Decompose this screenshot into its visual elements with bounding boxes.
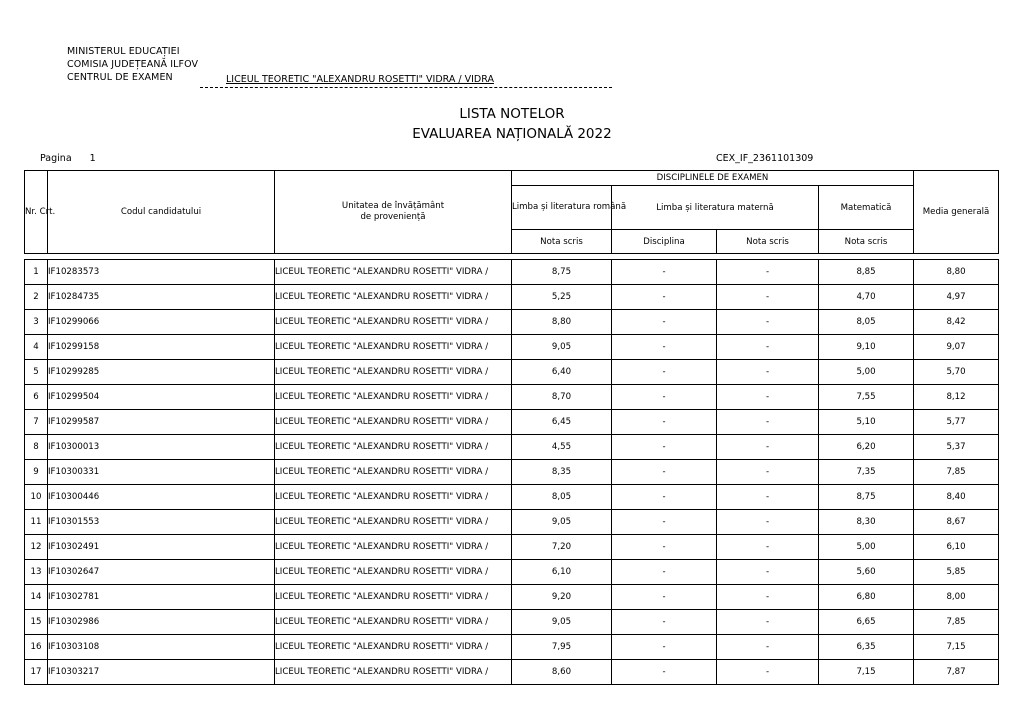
table-row	[25, 660, 999, 685]
col-header-unit	[275, 171, 512, 254]
grade-materna: -	[717, 635, 819, 660]
row-number: 17	[25, 660, 48, 685]
page-number: 1	[89, 153, 96, 164]
grade-materna: -	[717, 535, 819, 560]
row-number: 7	[25, 410, 48, 435]
grade-materna: -	[717, 285, 819, 310]
school-of-origin: LICEUL TEORETIC "ALEXANDRU ROSETTI" VIDRA /	[275, 285, 512, 310]
page-indicator	[40, 153, 96, 164]
discipline-materna: -	[612, 635, 717, 660]
school-of-origin: LICEUL TEORETIC "ALEXANDRU ROSETTI" VIDRA /	[275, 510, 512, 535]
grade-materna: -	[717, 260, 819, 285]
discipline-materna: -	[612, 410, 717, 435]
candidate-code: IF10303217	[48, 660, 275, 685]
row-number: 8	[25, 435, 48, 460]
discipline-materna: -	[612, 260, 717, 285]
table-row	[25, 360, 999, 385]
school-of-origin: LICEUL TEORETIC "ALEXANDRU ROSETTI" VIDRA /	[275, 635, 512, 660]
col-header-romana: Limba și literatura română	[512, 186, 612, 230]
grade-romana: 6,10	[512, 560, 612, 585]
table-row	[25, 385, 999, 410]
exam-center-code: CEX_IF_2361101309	[716, 153, 814, 164]
candidate-code: IF10299285	[48, 360, 275, 385]
table-row	[25, 610, 999, 635]
discipline-materna: -	[612, 535, 717, 560]
grade-romana: 9,05	[512, 510, 612, 535]
candidate-code: IF10302986	[48, 610, 275, 635]
table-row	[25, 485, 999, 510]
row-number: 15	[25, 610, 48, 635]
candidate-code: IF10303108	[48, 635, 275, 660]
table-row	[25, 335, 999, 360]
row-number: 9	[25, 460, 48, 485]
grade-romana: 6,40	[512, 360, 612, 385]
grade-media: 8,80	[914, 260, 999, 285]
table-row	[25, 310, 999, 335]
grade-matematica: 8,30	[819, 510, 914, 535]
col-header-code: Codul candidatului	[48, 171, 275, 254]
school-of-origin: LICEUL TEORETIC "ALEXANDRU ROSETTI" VIDRA /	[275, 335, 512, 360]
col-header-unit-line1: Unitatea de învățământ	[341, 201, 445, 211]
exam-center-school	[200, 74, 612, 88]
row-number: 3	[25, 310, 48, 335]
grade-romana: 8,70	[512, 385, 612, 410]
exam-center-label: CENTRUL DE EXAMEN	[67, 72, 173, 83]
grade-materna: -	[717, 435, 819, 460]
grade-romana: 9,05	[512, 610, 612, 635]
grade-media: 7,85	[914, 460, 999, 485]
grade-matematica: 5,00	[819, 360, 914, 385]
table-row	[25, 535, 999, 560]
table-row	[25, 510, 999, 535]
grade-materna: -	[717, 510, 819, 535]
grade-media: 5,37	[914, 435, 999, 460]
grade-media: 8,00	[914, 585, 999, 610]
col-header-nota-matematica: Nota scris	[819, 230, 914, 254]
col-header-nota-materna: Nota scris	[717, 230, 819, 254]
grade-materna: -	[717, 485, 819, 510]
document-subtitle: EVALUAREA NAȚIONALĂ 2022	[412, 126, 612, 142]
row-number: 11	[25, 510, 48, 535]
discipline-materna: -	[612, 585, 717, 610]
school-of-origin: LICEUL TEORETIC "ALEXANDRU ROSETTI" VIDRA /	[275, 410, 512, 435]
grade-romana: 8,05	[512, 485, 612, 510]
grade-media: 8,67	[914, 510, 999, 535]
candidate-code: IF10299587	[48, 410, 275, 435]
grade-media: 5,70	[914, 360, 999, 385]
row-number: 2	[25, 285, 48, 310]
grade-matematica: 7,55	[819, 385, 914, 410]
grade-materna: -	[717, 460, 819, 485]
grade-romana: 4,55	[512, 435, 612, 460]
grade-media: 8,42	[914, 310, 999, 335]
row-number: 4	[25, 335, 48, 360]
grade-matematica: 5,60	[819, 560, 914, 585]
table-row	[25, 585, 999, 610]
ministry-name: MINISTERUL EDUCAȚIEI	[67, 46, 180, 57]
discipline-materna: -	[612, 610, 717, 635]
page-label: Pagina	[40, 153, 72, 164]
school-of-origin: LICEUL TEORETIC "ALEXANDRU ROSETTI" VIDRA /	[275, 485, 512, 510]
grade-matematica: 6,80	[819, 585, 914, 610]
candidate-code: IF10300331	[48, 460, 275, 485]
discipline-materna: -	[612, 285, 717, 310]
table-row	[25, 560, 999, 585]
grade-matematica: 4,70	[819, 285, 914, 310]
grade-romana: 8,80	[512, 310, 612, 335]
table-row	[25, 635, 999, 660]
row-number: 6	[25, 385, 48, 410]
grade-media: 7,85	[914, 610, 999, 635]
table-row	[25, 435, 999, 460]
school-of-origin: LICEUL TEORETIC "ALEXANDRU ROSETTI" VIDRA /	[275, 460, 512, 485]
grade-matematica: 9,10	[819, 335, 914, 360]
col-header-disciplina: Disciplina	[612, 230, 717, 254]
discipline-materna: -	[612, 385, 717, 410]
table-row	[25, 285, 999, 310]
row-number: 13	[25, 560, 48, 585]
grade-materna: -	[717, 385, 819, 410]
table-row	[25, 260, 999, 285]
candidate-code: IF10284735	[48, 285, 275, 310]
grade-matematica: 8,85	[819, 260, 914, 285]
row-number: 16	[25, 635, 48, 660]
grade-media: 4,97	[914, 285, 999, 310]
county-commission: COMISIA JUDEȚEANĂ ILFOV	[67, 59, 199, 70]
candidate-code: IF10300013	[48, 435, 275, 460]
col-header-unit-line2: de proveniență	[360, 212, 426, 222]
row-number: 1	[25, 260, 48, 285]
grade-matematica: 6,65	[819, 610, 914, 635]
grade-romana: 8,60	[512, 660, 612, 685]
row-number: 10	[25, 485, 48, 510]
table-row	[25, 460, 999, 485]
discipline-materna: -	[612, 435, 717, 460]
grade-romana: 8,35	[512, 460, 612, 485]
discipline-materna: -	[612, 660, 717, 685]
candidate-code: IF10283573	[48, 260, 275, 285]
grade-matematica: 8,05	[819, 310, 914, 335]
col-header-disciplines: DISCIPLINELE DE EXAMEN	[512, 171, 914, 186]
school-name: LICEUL TEORETIC "ALEXANDRU ROSETTI" VIDRA / VIDRA	[226, 74, 494, 85]
grade-materna: -	[717, 585, 819, 610]
grade-media: 6,10	[914, 535, 999, 560]
grade-matematica: 6,35	[819, 635, 914, 660]
school-of-origin: LICEUL TEORETIC "ALEXANDRU ROSETTI" VIDRA /	[275, 385, 512, 410]
grade-materna: -	[717, 410, 819, 435]
candidate-code: IF10299066	[48, 310, 275, 335]
grade-media: 5,85	[914, 560, 999, 585]
school-of-origin: LICEUL TEORETIC "ALEXANDRU ROSETTI" VIDRA /	[275, 435, 512, 460]
grade-media: 9,07	[914, 335, 999, 360]
grade-romana: 7,20	[512, 535, 612, 560]
grade-romana: 5,25	[512, 285, 612, 310]
candidate-code: IF10299158	[48, 335, 275, 360]
grade-materna: -	[717, 360, 819, 385]
school-of-origin: LICEUL TEORETIC "ALEXANDRU ROSETTI" VIDRA /	[275, 535, 512, 560]
discipline-materna: -	[612, 335, 717, 360]
discipline-materna: -	[612, 560, 717, 585]
grade-romana: 9,20	[512, 585, 612, 610]
grades-table-body	[25, 260, 999, 685]
document-title: LISTA NOTELOR	[459, 106, 565, 122]
grade-media: 7,87	[914, 660, 999, 685]
candidate-code: IF10301553	[48, 510, 275, 535]
candidate-code: IF10300446	[48, 485, 275, 510]
col-header-nota-romana: Nota scris	[512, 230, 612, 254]
grades-table	[24, 170, 999, 685]
candidate-code: IF10299504	[48, 385, 275, 410]
grade-matematica: 5,00	[819, 535, 914, 560]
discipline-materna: -	[612, 460, 717, 485]
grade-matematica: 5,10	[819, 410, 914, 435]
grade-media: 8,12	[914, 385, 999, 410]
grade-materna: -	[717, 610, 819, 635]
grade-matematica: 8,75	[819, 485, 914, 510]
row-number: 5	[25, 360, 48, 385]
discipline-materna: -	[612, 510, 717, 535]
grade-matematica: 6,20	[819, 435, 914, 460]
school-of-origin: LICEUL TEORETIC "ALEXANDRU ROSETTI" VIDRA /	[275, 560, 512, 585]
grade-matematica: 7,15	[819, 660, 914, 685]
col-header-media: Media generală	[914, 171, 999, 254]
school-of-origin: LICEUL TEORETIC "ALEXANDRU ROSETTI" VIDRA /	[275, 260, 512, 285]
col-header-matematica: Matematică	[819, 186, 914, 230]
discipline-materna: -	[612, 485, 717, 510]
grade-matematica: 7,35	[819, 460, 914, 485]
grade-media: 5,77	[914, 410, 999, 435]
discipline-materna: -	[612, 310, 717, 335]
grade-materna: -	[717, 310, 819, 335]
grade-romana: 6,45	[512, 410, 612, 435]
grade-media: 7,15	[914, 635, 999, 660]
row-number: 14	[25, 585, 48, 610]
grade-media: 8,40	[914, 485, 999, 510]
school-of-origin: LICEUL TEORETIC "ALEXANDRU ROSETTI" VIDRA /	[275, 310, 512, 335]
grade-materna: -	[717, 660, 819, 685]
row-number: 12	[25, 535, 48, 560]
col-header-materna: Limba și literatura maternă	[612, 186, 819, 230]
candidate-code: IF10302491	[48, 535, 275, 560]
school-of-origin: LICEUL TEORETIC "ALEXANDRU ROSETTI" VIDRA /	[275, 610, 512, 635]
candidate-code: IF10302647	[48, 560, 275, 585]
school-of-origin: LICEUL TEORETIC "ALEXANDRU ROSETTI" VIDRA /	[275, 585, 512, 610]
school-of-origin: LICEUL TEORETIC "ALEXANDRU ROSETTI" VIDRA /	[275, 360, 512, 385]
col-header-nr: Nr. Crt.	[25, 171, 48, 254]
grade-materna: -	[717, 335, 819, 360]
discipline-materna: -	[612, 360, 717, 385]
candidate-code: IF10302781	[48, 585, 275, 610]
table-row	[25, 410, 999, 435]
grade-materna: -	[717, 560, 819, 585]
grade-romana: 9,05	[512, 335, 612, 360]
school-of-origin: LICEUL TEORETIC "ALEXANDRU ROSETTI" VIDRA /	[275, 660, 512, 685]
grade-romana: 7,95	[512, 635, 612, 660]
grade-romana: 8,75	[512, 260, 612, 285]
